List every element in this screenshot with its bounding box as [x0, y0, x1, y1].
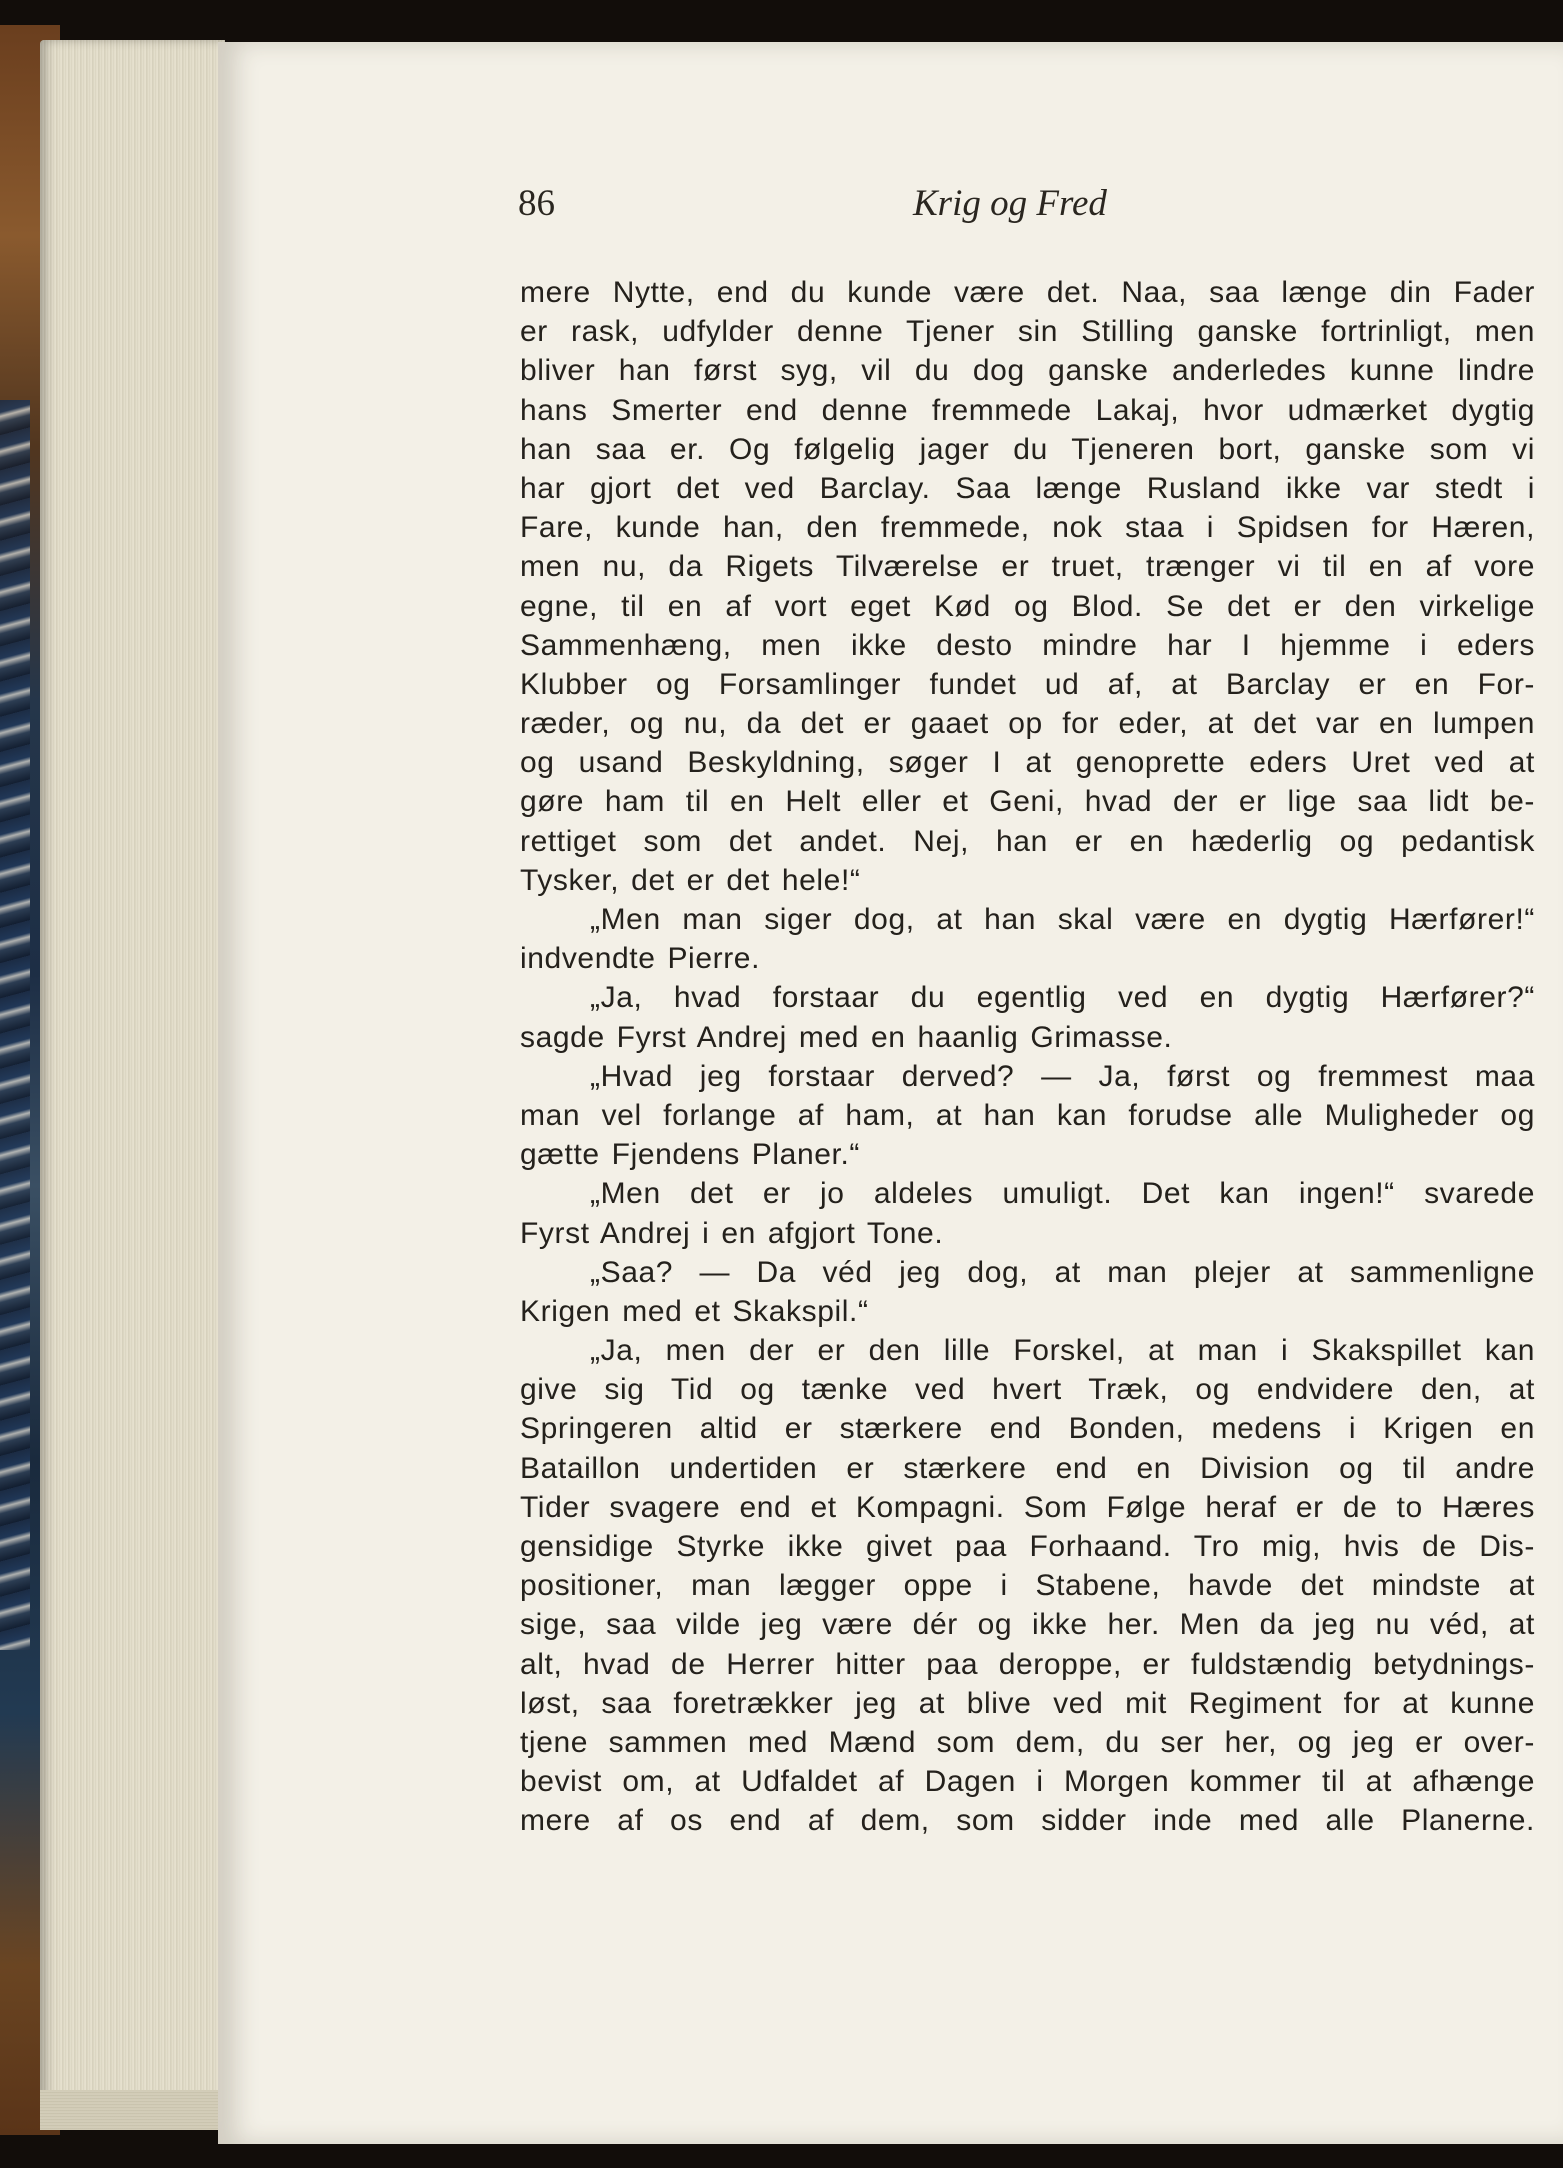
text-line: „Hvad jeg forstaar derved? — Ja, først og fremmest maa — [590, 1059, 1535, 1093]
running-title: Krig og Fred — [913, 183, 1107, 224]
text-line: Springeren altid er stærkere end Bonden, medens i Krigen en — [520, 1412, 1535, 1446]
text-line: Tysker, det er det hele!“ — [520, 863, 861, 897]
text-line: „Men man siger dog, at han skal være en dygtig Hærfører!“ — [590, 903, 1535, 936]
text-line: egne, til en af vort eget Kød og Blod. Se det er den virkelige — [520, 589, 1535, 623]
text-line: bliver han først syg, vil du dog ganske anderledes kunne lindre — [520, 354, 1535, 388]
text-line: „Ja, men der er den lille Forskel, at man i Skakspillet kan — [590, 1334, 1535, 1368]
running-head — [518, 182, 1138, 232]
text-line: løst, saa foretrækker jeg at blive ved mit Regiment for at kunne — [520, 1686, 1535, 1720]
text-line: Sammenhæng, men ikke desto mindre har I hjemme i eders — [520, 628, 1535, 662]
text-line: „Ja, hvad forstaar du egentlig ved en dygtig Hærfører?“ — [590, 981, 1535, 1015]
body-text — [520, 273, 1535, 1841]
text-line: Klubber og Forsamlinger fundet ud af, at Barclay er en For- — [520, 667, 1535, 701]
text-line: „Men det er jo aldeles umuligt. Det kan ingen!“ svarede — [590, 1177, 1535, 1211]
text-line: Fare, kunde han, den fremmede, nok staa i Spidsen for Hæren, — [520, 511, 1535, 545]
text-line: hans Smerter end denne fremmede Lakaj, hvor udmærket dygtig — [520, 393, 1535, 427]
text-line: bevist om, at Udfaldet af Dagen i Morgen kommer til at afhænge — [520, 1765, 1535, 1799]
text-line: mere Nytte, end du kunde være det. Naa, saa længe din Fader — [520, 276, 1535, 309]
text-line: indvendte Pierre. — [520, 942, 761, 976]
text-line: ræder, og nu, da det er gaaet op for eder, at det var en lumpen — [520, 707, 1535, 741]
text-line: gøre ham til en Helt eller et Geni, hvad der er lige saa lidt be- — [520, 785, 1535, 819]
text-line: „Saa? — Da véd jeg dog, at man plejer at sammenligne — [590, 1255, 1535, 1289]
page-number: 86 — [518, 183, 555, 224]
text-line: Bataillon undertiden er stærkere end en Division og til andre — [520, 1451, 1535, 1485]
text-line: Krigen med et Skakspil.“ — [520, 1294, 869, 1328]
text-line: sagde Fyrst Andrej med en haanlig Grimasse. — [520, 1020, 1173, 1054]
text-line: Tider svagere end et Kompagni. Som Følge heraf er de to Hæres — [520, 1490, 1535, 1524]
text-line: og usand Beskyldning, søger I at genoprette eders Uret ved at — [520, 746, 1535, 780]
text-line: har gjort det ved Barclay. Saa længe Rusland ikke var stedt i — [520, 471, 1535, 505]
text-line: gætte Fjendens Planer.“ — [520, 1138, 860, 1172]
text-line: han saa er. Og følgelig jager du Tjeneren bort, ganske som vi — [520, 432, 1535, 466]
text-line: men nu, da Rigets Tilværelse er truet, trænger vi til en af vore — [520, 550, 1535, 584]
text-line: positioner, man lægger oppe i Stabene, havde det mindste at — [520, 1569, 1535, 1603]
marbled-endpaper — [0, 400, 30, 1650]
text-line: give sig Tid og tænke ved hvert Træk, og endvidere den, at — [520, 1373, 1535, 1407]
text-line: er rask, udfylder denne Tjener sin Stilling ganske fortrinligt, men — [520, 315, 1535, 349]
text-line: gensidige Styrke ikke givet paa Forhaand. Tro mig, hvis de Dis- — [520, 1530, 1535, 1563]
text-line: man vel forlange af ham, at han kan forudse alle Muligheder og — [520, 1098, 1535, 1132]
page-edges — [40, 40, 225, 2130]
text-line: alt, hvad de Herrer hitter paa deroppe, er fuldstændig betydnings- — [520, 1647, 1535, 1681]
text-line: rettiget som det andet. Nej, han er en hæderlig og pedantisk — [520, 824, 1535, 858]
text-line: tjene sammen med Mænd som dem, du ser her, og jeg er over- — [520, 1725, 1535, 1759]
text-line: sige, saa vilde jeg være dér og ikke her. Men da jeg nu véd, at — [520, 1608, 1535, 1642]
page-edges-bottom — [40, 2090, 240, 2130]
text-line: Fyrst Andrej i en afgjort Tone. — [520, 1216, 944, 1250]
text-line: mere af os end af dem, som sidder inde med alle Planerne. — [520, 1804, 1535, 1838]
